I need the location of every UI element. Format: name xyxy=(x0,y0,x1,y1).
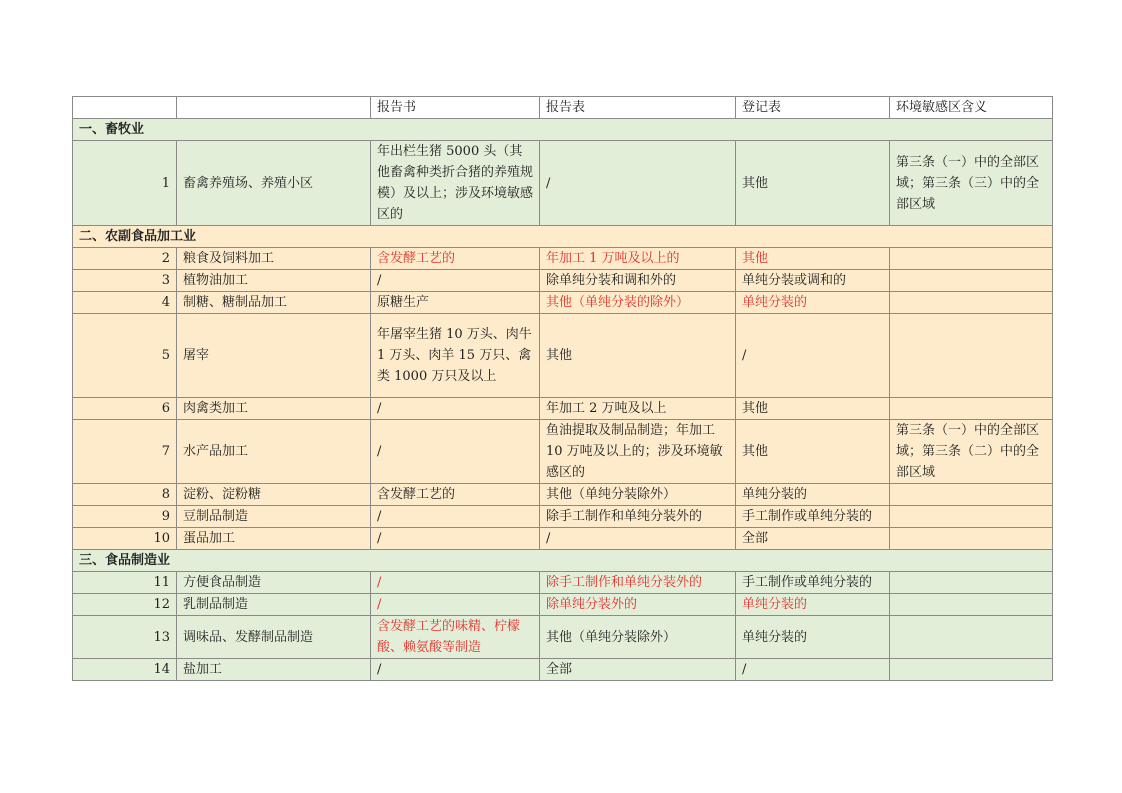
row-number-cell: 13 xyxy=(73,616,177,659)
header-cell: 报告表 xyxy=(540,97,736,119)
industry-name-cell: 方便食品制造 xyxy=(177,572,371,594)
registration-cell: / xyxy=(736,314,890,398)
section-row xyxy=(73,226,1053,248)
report-table-cell: 除单纯分装外的 xyxy=(540,594,736,616)
registration-cell: 其他 xyxy=(736,248,890,270)
header-cell: 登记表 xyxy=(736,97,890,119)
report-book-cell: / xyxy=(371,528,540,550)
report-table-cell: 年加工 2 万吨及以上 xyxy=(540,398,736,420)
industry-name-cell: 肉禽类加工 xyxy=(177,398,371,420)
registration-cell: 单纯分装的 xyxy=(736,292,890,314)
section-title: 三、食品制造业 xyxy=(73,550,1053,572)
table-row xyxy=(73,292,1053,314)
report-book-cell: / xyxy=(371,572,540,594)
row-number-cell: 4 xyxy=(73,292,177,314)
table-row xyxy=(73,616,1053,659)
report-book-cell: / xyxy=(371,270,540,292)
report-book-cell: 年出栏生猪 5000 头（其他畜禽种类折合猪的养殖规模）及以上；涉及环境敏感区的 xyxy=(371,141,540,226)
sensitive-area-cell xyxy=(890,528,1053,550)
registration-cell: 单纯分装或调和的 xyxy=(736,270,890,292)
section-row xyxy=(73,119,1053,141)
industry-name-cell: 畜禽养殖场、养殖小区 xyxy=(177,141,371,226)
report-book-cell: / xyxy=(371,398,540,420)
row-number-cell: 11 xyxy=(73,572,177,594)
report-table-cell: 鱼油提取及制品制造；年加工 10 万吨及以上的；涉及环境敏感区的 xyxy=(540,420,736,484)
report-book-cell: 含发酵工艺的味精、柠檬酸、赖氨酸等制造 xyxy=(371,616,540,659)
table-row xyxy=(73,314,1053,398)
row-number-cell: 8 xyxy=(73,484,177,506)
table-row xyxy=(73,420,1053,484)
sensitive-area-cell xyxy=(890,248,1053,270)
sensitive-area-cell xyxy=(890,572,1053,594)
report-book-cell: / xyxy=(371,594,540,616)
sensitive-area-cell xyxy=(890,616,1053,659)
registration-cell: 手工制作或单纯分装的 xyxy=(736,506,890,528)
sensitive-area-cell xyxy=(890,506,1053,528)
sensitive-area-cell xyxy=(890,314,1053,398)
report-book-cell: 含发酵工艺的 xyxy=(371,248,540,270)
category-table xyxy=(72,96,1053,681)
header-cell: 环境敏感区含义 xyxy=(890,97,1053,119)
table-row xyxy=(73,572,1053,594)
section-title: 一、畜牧业 xyxy=(73,119,1053,141)
table-row xyxy=(73,506,1053,528)
sensitive-area-cell xyxy=(890,270,1053,292)
industry-name-cell: 乳制品制造 xyxy=(177,594,371,616)
row-number-cell: 10 xyxy=(73,528,177,550)
sensitive-area-cell: 第三条（一）中的全部区域；第三条（三）中的全部区域 xyxy=(890,141,1053,226)
registration-cell: 单纯分装的 xyxy=(736,594,890,616)
row-number-cell: 3 xyxy=(73,270,177,292)
registration-cell: 其他 xyxy=(736,398,890,420)
row-number-cell: 1 xyxy=(73,141,177,226)
table-row xyxy=(73,484,1053,506)
table-row xyxy=(73,270,1053,292)
row-number-cell: 6 xyxy=(73,398,177,420)
sensitive-area-cell xyxy=(890,484,1053,506)
industry-name-cell: 水产品加工 xyxy=(177,420,371,484)
row-number-cell: 12 xyxy=(73,594,177,616)
table-row xyxy=(73,528,1053,550)
industry-name-cell: 屠宰 xyxy=(177,314,371,398)
table-row xyxy=(73,398,1053,420)
sensitive-area-cell: 第三条（一）中的全部区域；第三条（二）中的全部区域 xyxy=(890,420,1053,484)
report-book-cell: / xyxy=(371,420,540,484)
sensitive-area-cell xyxy=(890,594,1053,616)
row-number-cell: 14 xyxy=(73,659,177,681)
sensitive-area-cell xyxy=(890,292,1053,314)
table-row xyxy=(73,248,1053,270)
section-title: 二、农副食品加工业 xyxy=(73,226,1053,248)
report-book-cell: 含发酵工艺的 xyxy=(371,484,540,506)
industry-name-cell: 淀粉、淀粉糖 xyxy=(177,484,371,506)
industry-name-cell: 粮食及饲料加工 xyxy=(177,248,371,270)
header-cell: 报告书 xyxy=(371,97,540,119)
table-row xyxy=(73,141,1053,226)
report-book-cell: 原糖生产 xyxy=(371,292,540,314)
row-number-cell: 9 xyxy=(73,506,177,528)
report-table-cell: 年加工 1 万吨及以上的 xyxy=(540,248,736,270)
registration-cell: 其他 xyxy=(736,141,890,226)
industry-name-cell: 调味品、发酵制品制造 xyxy=(177,616,371,659)
report-table-cell: 除单纯分装和调和外的 xyxy=(540,270,736,292)
report-book-cell: 年屠宰生猪 10 万头、肉牛 1 万头、肉羊 15 万只、禽类 1000 万只及以上 xyxy=(371,314,540,398)
registration-cell: 手工制作或单纯分装的 xyxy=(736,572,890,594)
table-row xyxy=(73,594,1053,616)
industry-name-cell: 植物油加工 xyxy=(177,270,371,292)
report-table-cell: 除手工制作和单纯分装外的 xyxy=(540,572,736,594)
report-table-cell: 其他 xyxy=(540,314,736,398)
report-book-cell: / xyxy=(371,659,540,681)
sensitive-area-cell xyxy=(890,659,1053,681)
row-number-cell: 5 xyxy=(73,314,177,398)
report-table-cell: 其他（单纯分装除外） xyxy=(540,484,736,506)
registration-cell: 全部 xyxy=(736,528,890,550)
row-number-cell: 7 xyxy=(73,420,177,484)
registration-cell: 单纯分装的 xyxy=(736,484,890,506)
industry-name-cell: 盐加工 xyxy=(177,659,371,681)
header-cell xyxy=(177,97,371,119)
row-number-cell: 2 xyxy=(73,248,177,270)
registration-cell: 单纯分装的 xyxy=(736,616,890,659)
table-row xyxy=(73,659,1053,681)
report-table-cell: / xyxy=(540,528,736,550)
report-book-cell: / xyxy=(371,506,540,528)
industry-name-cell: 蛋品加工 xyxy=(177,528,371,550)
report-table-cell: 其他（单纯分装的除外） xyxy=(540,292,736,314)
section-row xyxy=(73,550,1053,572)
report-table-cell: / xyxy=(540,141,736,226)
sensitive-area-cell xyxy=(890,398,1053,420)
table-header-row xyxy=(73,97,1053,119)
report-table-cell: 其他（单纯分装除外） xyxy=(540,616,736,659)
registration-cell: 其他 xyxy=(736,420,890,484)
registration-cell: / xyxy=(736,659,890,681)
industry-name-cell: 豆制品制造 xyxy=(177,506,371,528)
report-table-cell: 除手工制作和单纯分装外的 xyxy=(540,506,736,528)
industry-name-cell: 制糖、糖制品加工 xyxy=(177,292,371,314)
report-table-cell: 全部 xyxy=(540,659,736,681)
header-cell xyxy=(73,97,177,119)
